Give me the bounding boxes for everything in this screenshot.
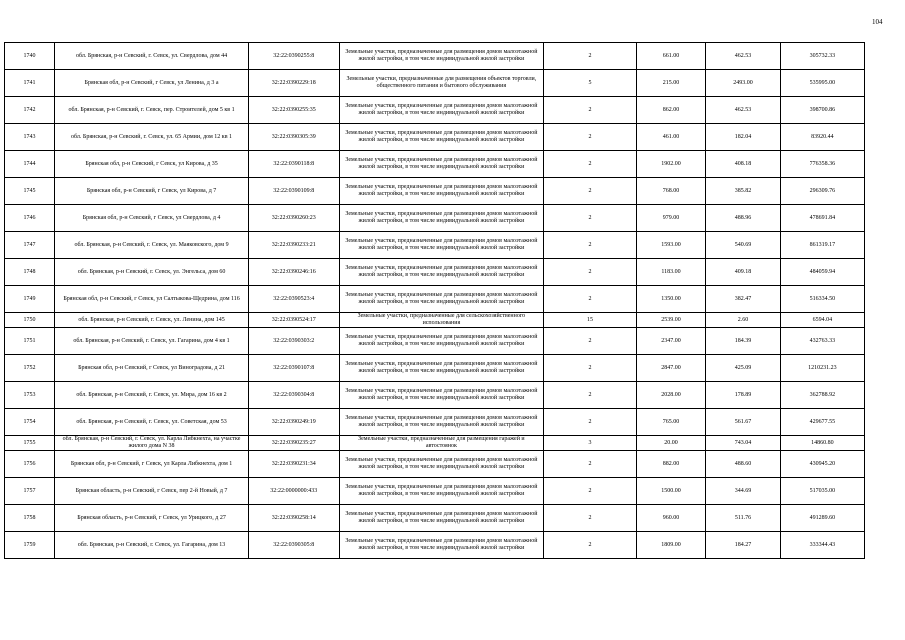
address-cell: обл. Брянская, р-н Севский, г. Севск, ул. 65 Армии, дом 12 кв 1 bbox=[55, 124, 249, 151]
table-row bbox=[5, 232, 865, 259]
cadastral-value-cell: 14860.80 bbox=[780, 436, 864, 451]
category-cell: 2 bbox=[544, 43, 637, 70]
specific-value-cell: 561.67 bbox=[706, 409, 781, 436]
specific-value-cell: 743.04 bbox=[706, 436, 781, 451]
table-row bbox=[5, 286, 865, 313]
cadastral-number-cell: 32:22:0390229:18 bbox=[249, 70, 340, 97]
category-cell: 2 bbox=[544, 382, 637, 409]
category-cell: 2 bbox=[544, 451, 637, 478]
land-use-cell: Земельные участки, предназначенные для размещения домов малоэтажной жилой застройки, в том числе индивидуальной жилой застройки bbox=[339, 478, 544, 505]
table-row bbox=[5, 355, 865, 382]
cadastral-number-cell: 32:22:0390107:8 bbox=[249, 355, 340, 382]
address-cell: обл. Брянская, р-н Севский, г. Севск, ул. Гагарина, дом 13 bbox=[55, 532, 249, 559]
cadastral-value-cell: 83920.44 bbox=[780, 124, 864, 151]
category-cell: 2 bbox=[544, 124, 637, 151]
table-row bbox=[5, 382, 865, 409]
cadastral-value-cell: 305732.33 bbox=[780, 43, 864, 70]
specific-value-cell: 382.47 bbox=[706, 286, 781, 313]
category-cell: 2 bbox=[544, 286, 637, 313]
cadastral-value-cell: 429677.55 bbox=[780, 409, 864, 436]
cadastral-number-cell: 32:22:0390305:8 bbox=[249, 532, 340, 559]
land-plots-table bbox=[4, 42, 865, 559]
land-use-cell: Земельные участки, предназначенные для размещения домов малоэтажной жилой застройки, в том числе индивидуальной жилой застройки bbox=[339, 124, 544, 151]
page-number: 104 bbox=[872, 18, 883, 26]
cadastral-number-cell: 32:22:0390235:27 bbox=[249, 436, 340, 451]
table-row bbox=[5, 505, 865, 532]
cadastral-number-cell: 32:22:0390233:21 bbox=[249, 232, 340, 259]
row-number: 1747 bbox=[5, 232, 55, 259]
specific-value-cell: 462.53 bbox=[706, 43, 781, 70]
cadastral-value-cell: 478691.84 bbox=[780, 205, 864, 232]
address-cell: Брянская обл, р-н Севский, г Севск, ул Салтыкова-Щедрина, дом 116 bbox=[55, 286, 249, 313]
cadastral-value-cell: 333344.43 bbox=[780, 532, 864, 559]
cadastral-number-cell: 32:22:0390255:8 bbox=[249, 43, 340, 70]
table-row bbox=[5, 70, 865, 97]
specific-value-cell: 2.60 bbox=[706, 313, 781, 328]
table-row bbox=[5, 97, 865, 124]
table-row bbox=[5, 451, 865, 478]
address-cell: Брянская область, р-н Севский, г Севск, ул Урицкого, д 27 bbox=[55, 505, 249, 532]
cadastral-number-cell: 32:22:0390118:8 bbox=[249, 151, 340, 178]
row-number: 1754 bbox=[5, 409, 55, 436]
cadastral-value-cell: 432763.33 bbox=[780, 328, 864, 355]
cadastral-value-cell: 491289.60 bbox=[780, 505, 864, 532]
row-number: 1746 bbox=[5, 205, 55, 232]
row-number: 1748 bbox=[5, 259, 55, 286]
cadastral-value-cell: 517035.00 bbox=[780, 478, 864, 505]
land-use-cell: Земельные участки, предназначенные для размещения домов малоэтажной жилой застройки, в том числе индивидуальной жилой застройки bbox=[339, 532, 544, 559]
row-number: 1741 bbox=[5, 70, 55, 97]
address-cell: Брянская обл, р-н Севский, г Севск, ул Карла Либкнехта, дом 1 bbox=[55, 451, 249, 478]
row-number: 1758 bbox=[5, 505, 55, 532]
table-row bbox=[5, 259, 865, 286]
address-cell: Брянская обл, р-н Севский, г Севск, ул Виноградова, д 21 bbox=[55, 355, 249, 382]
land-use-cell: Земельные участки, предназначенные для размещения домов малоэтажной жилой застройки, в том числе индивидуальной жилой застройки bbox=[339, 505, 544, 532]
row-number: 1756 bbox=[5, 451, 55, 478]
land-use-cell: Земельные участки, предназначенные для размещения домов малоэтажной жилой застройки, в том числе индивидуальной жилой застройки bbox=[339, 382, 544, 409]
address-cell: Брянская обл, р-н Севский, г Севск, ул Кирова, д 7 bbox=[55, 178, 249, 205]
category-cell: 2 bbox=[544, 505, 637, 532]
row-number: 1742 bbox=[5, 97, 55, 124]
specific-value-cell: 408.18 bbox=[706, 151, 781, 178]
land-use-cell: Земельные участки, предназначенные для размещения домов малоэтажной жилой застройки, в том числе индивидуальной жилой застройки bbox=[339, 451, 544, 478]
address-cell: обл. Брянская, р-н Севский, г. Севск, ул. Мира, дом 16 кв 2 bbox=[55, 382, 249, 409]
cadastral-number-cell: 32:22:0390524:17 bbox=[249, 313, 340, 328]
land-use-cell: Земельные участки, предназначенные для размещения домов малоэтажной жилой застройки, в том числе индивидуальной жилой застройки bbox=[339, 286, 544, 313]
cadastral-number-cell: 32:22:0390305:39 bbox=[249, 124, 340, 151]
category-cell: 2 bbox=[544, 328, 637, 355]
category-cell: 2 bbox=[544, 151, 637, 178]
table-row bbox=[5, 178, 865, 205]
cadastral-number-cell: 32:22:0390255:35 bbox=[249, 97, 340, 124]
area-cell: 768.00 bbox=[636, 178, 705, 205]
cadastral-value-cell: 861319.17 bbox=[780, 232, 864, 259]
table-row bbox=[5, 205, 865, 232]
specific-value-cell: 385.82 bbox=[706, 178, 781, 205]
area-cell: 2028.00 bbox=[636, 382, 705, 409]
table-row bbox=[5, 409, 865, 436]
row-number: 1744 bbox=[5, 151, 55, 178]
table-row bbox=[5, 328, 865, 355]
category-cell: 2 bbox=[544, 232, 637, 259]
cadastral-value-cell: 430945.20 bbox=[780, 451, 864, 478]
category-cell: 2 bbox=[544, 409, 637, 436]
row-number: 1750 bbox=[5, 313, 55, 328]
land-use-cell: Земельные участки, предназначенные для размещения домов малоэтажной жилой застройки, в том числе индивидуальной жилой застройки bbox=[339, 328, 544, 355]
address-cell: обл. Брянская, р-н Севский, г. Севск, ул. Карла Либкнехта, на участке жилого дома N 38 bbox=[55, 436, 249, 451]
area-cell: 1500.00 bbox=[636, 478, 705, 505]
specific-value-cell: 511.76 bbox=[706, 505, 781, 532]
row-number: 1743 bbox=[5, 124, 55, 151]
area-cell: 1350.00 bbox=[636, 286, 705, 313]
category-cell: 15 bbox=[544, 313, 637, 328]
land-use-cell: Земельные участки, предназначенные для сельскохозяйственного использования bbox=[339, 313, 544, 328]
cadastral-number-cell: 32:22:0390249:19 bbox=[249, 409, 340, 436]
row-number: 1759 bbox=[5, 532, 55, 559]
specific-value-cell: 178.89 bbox=[706, 382, 781, 409]
land-use-cell: Земельные участки, предназначенные для размещения домов малоэтажной жилой застройки, в том числе индивидуальной жилой застройки bbox=[339, 259, 544, 286]
table-row bbox=[5, 151, 865, 178]
cadastral-number-cell: 32:22:0000000:433 bbox=[249, 478, 340, 505]
row-number: 1745 bbox=[5, 178, 55, 205]
address-cell: обл. Брянская, р-н Севский, г. Севск, ул. Маяковского, дом 9 bbox=[55, 232, 249, 259]
land-use-cell: Земельные участки, предназначенные для размещения домов малоэтажной жилой застройки, в том числе индивидуальной жилой застройки bbox=[339, 409, 544, 436]
specific-value-cell: 184.27 bbox=[706, 532, 781, 559]
category-cell: 2 bbox=[544, 97, 637, 124]
table-row bbox=[5, 532, 865, 559]
table-row bbox=[5, 124, 865, 151]
row-number: 1749 bbox=[5, 286, 55, 313]
cadastral-number-cell: 32:22:0390109:8 bbox=[249, 178, 340, 205]
area-cell: 960.00 bbox=[636, 505, 705, 532]
area-cell: 20.00 bbox=[636, 436, 705, 451]
area-cell: 215.00 bbox=[636, 70, 705, 97]
specific-value-cell: 182.04 bbox=[706, 124, 781, 151]
address-cell: обл. Брянская, р-н Севский, г. Севск, ул. Свердлова, дом 44 bbox=[55, 43, 249, 70]
address-cell: обл. Брянская, р-н Севский, г. Севск, ул. Ленина, дом 145 bbox=[55, 313, 249, 328]
table-row bbox=[5, 436, 865, 451]
row-number: 1740 bbox=[5, 43, 55, 70]
cadastral-value-cell: 1210231.23 bbox=[780, 355, 864, 382]
specific-value-cell: 462.53 bbox=[706, 97, 781, 124]
area-cell: 2347.00 bbox=[636, 328, 705, 355]
row-number: 1755 bbox=[5, 436, 55, 451]
specific-value-cell: 409.18 bbox=[706, 259, 781, 286]
area-cell: 461.00 bbox=[636, 124, 705, 151]
specific-value-cell: 2493.00 bbox=[706, 70, 781, 97]
specific-value-cell: 344.69 bbox=[706, 478, 781, 505]
address-cell: Брянская обл, р-н Севский, г Севск, ул Свердлова, д 4 bbox=[55, 205, 249, 232]
land-use-cell: Земельные участки, предназначенные для размещения домов малоэтажной жилой застройки, в том числе индивидуальной жилой застройки bbox=[339, 43, 544, 70]
cadastral-value-cell: 484059.94 bbox=[780, 259, 864, 286]
cadastral-number-cell: 32:22:0390246:16 bbox=[249, 259, 340, 286]
land-use-cell: Земельные участки, предназначенные для размещения объектов торговли, общественного питания и бытового обслуживания bbox=[339, 70, 544, 97]
cadastral-value-cell: 362788.92 bbox=[780, 382, 864, 409]
table-row bbox=[5, 478, 865, 505]
land-use-cell: Земельные участки, предназначенные для размещения гаражей и автостоянок bbox=[339, 436, 544, 451]
category-cell: 3 bbox=[544, 436, 637, 451]
cadastral-value-cell: 535995.00 bbox=[780, 70, 864, 97]
cadastral-value-cell: 6594.04 bbox=[780, 313, 864, 328]
cadastral-number-cell: 32:22:0390303:2 bbox=[249, 328, 340, 355]
category-cell: 5 bbox=[544, 70, 637, 97]
area-cell: 862.00 bbox=[636, 97, 705, 124]
cadastral-number-cell: 32:22:0390523:4 bbox=[249, 286, 340, 313]
address-cell: Брянская область, р-н Севский, г Севск, пер 2-й Новый, д 7 bbox=[55, 478, 249, 505]
address-cell: обл. Брянская, р-н Севский, г. Севск, ул. Гагарина, дом 4 кв 1 bbox=[55, 328, 249, 355]
cadastral-number-cell: 32:22:0390260:23 bbox=[249, 205, 340, 232]
land-use-cell: Земельные участки, предназначенные для размещения домов малоэтажной жилой застройки, в том числе индивидуальной жилой застройки bbox=[339, 178, 544, 205]
land-use-cell: Земельные участки, предназначенные для размещения домов малоэтажной жилой застройки, в том числе индивидуальной жилой застройки bbox=[339, 97, 544, 124]
table-row bbox=[5, 43, 865, 70]
land-use-cell: Земельные участки, предназначенные для размещения домов малоэтажной жилой застройки, в том числе индивидуальной жилой застройки bbox=[339, 205, 544, 232]
row-number: 1751 bbox=[5, 328, 55, 355]
category-cell: 2 bbox=[544, 478, 637, 505]
specific-value-cell: 540.69 bbox=[706, 232, 781, 259]
address-cell: обл. Брянская, р-н Севский, г. Севск, ул. Энгельса, дом 60 bbox=[55, 259, 249, 286]
land-use-cell: Земельные участки, предназначенные для размещения домов малоэтажной жилой застройки, в том числе индивидуальной жилой застройки bbox=[339, 355, 544, 382]
address-cell: Брянская обл, р-н Севский, г Севск, ул Ленина, д 3 а bbox=[55, 70, 249, 97]
row-number: 1757 bbox=[5, 478, 55, 505]
row-number: 1752 bbox=[5, 355, 55, 382]
category-cell: 2 bbox=[544, 178, 637, 205]
specific-value-cell: 488.60 bbox=[706, 451, 781, 478]
cadastral-number-cell: 32:22:0390231:34 bbox=[249, 451, 340, 478]
area-cell: 661.00 bbox=[636, 43, 705, 70]
area-cell: 2539.00 bbox=[636, 313, 705, 328]
address-cell: обл. Брянская, р-н Севский, г. Севск, ул. Советская, дом 53 bbox=[55, 409, 249, 436]
category-cell: 2 bbox=[544, 259, 637, 286]
category-cell: 2 bbox=[544, 355, 637, 382]
specific-value-cell: 184.39 bbox=[706, 328, 781, 355]
land-use-cell: Земельные участки, предназначенные для размещения домов малоэтажной жилой застройки, в том числе индивидуальной жилой застройки bbox=[339, 151, 544, 178]
area-cell: 1183.00 bbox=[636, 259, 705, 286]
area-cell: 765.00 bbox=[636, 409, 705, 436]
cadastral-value-cell: 516334.50 bbox=[780, 286, 864, 313]
area-cell: 1593.00 bbox=[636, 232, 705, 259]
cadastral-value-cell: 398700.86 bbox=[780, 97, 864, 124]
table-row bbox=[5, 313, 865, 328]
category-cell: 2 bbox=[544, 205, 637, 232]
land-use-cell: Земельные участки, предназначенные для размещения домов малоэтажной жилой застройки, в том числе индивидуальной жилой застройки bbox=[339, 232, 544, 259]
category-cell: 2 bbox=[544, 532, 637, 559]
area-cell: 2847.00 bbox=[636, 355, 705, 382]
area-cell: 1902.00 bbox=[636, 151, 705, 178]
cadastral-number-cell: 32:22:0390304:8 bbox=[249, 382, 340, 409]
cadastral-value-cell: 296309.76 bbox=[780, 178, 864, 205]
area-cell: 1809.00 bbox=[636, 532, 705, 559]
specific-value-cell: 425.09 bbox=[706, 355, 781, 382]
cadastral-value-cell: 776358.36 bbox=[780, 151, 864, 178]
table-body bbox=[5, 43, 865, 559]
row-number: 1753 bbox=[5, 382, 55, 409]
address-cell: Брянская обл, р-н Севский, г Севск, ул Кирова, д 35 bbox=[55, 151, 249, 178]
area-cell: 979.00 bbox=[636, 205, 705, 232]
cadastral-number-cell: 32:22:0390258:14 bbox=[249, 505, 340, 532]
specific-value-cell: 488.96 bbox=[706, 205, 781, 232]
address-cell: обл. Брянская, р-н Севский, г. Севск, пер. Строителей, дом 5 кв 1 bbox=[55, 97, 249, 124]
area-cell: 882.00 bbox=[636, 451, 705, 478]
